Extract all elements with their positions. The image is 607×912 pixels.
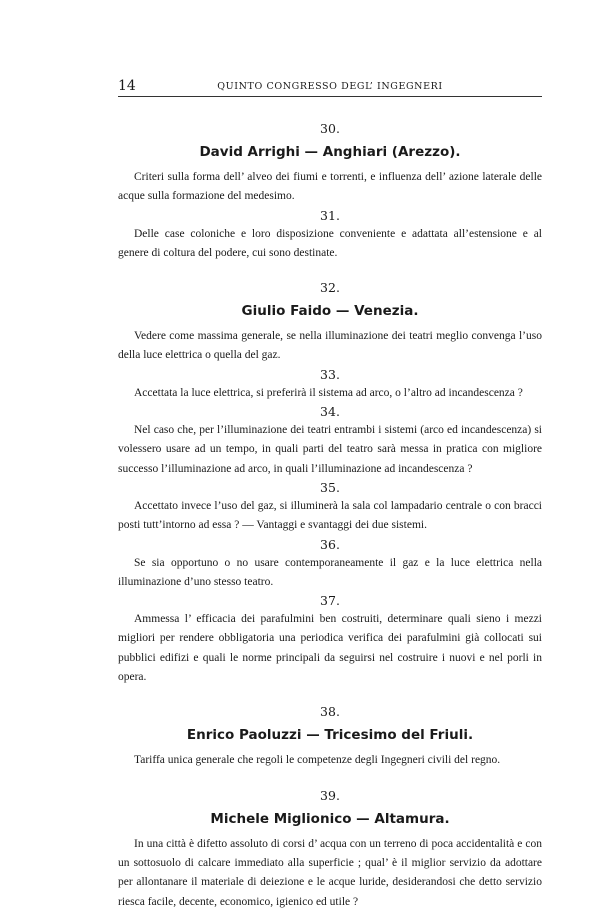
question-number: 35. bbox=[320, 479, 340, 495]
author-heading: Michele Miglionico — Altamura. bbox=[210, 810, 450, 827]
question-number: 30. bbox=[320, 121, 340, 136]
question-number: 36. bbox=[320, 536, 340, 552]
running-title: QUINTO CONGRESSO DEGL’ INGEGNERI bbox=[217, 81, 443, 92]
question-text: Criteri sulla forma dell’ alveo dei fiumi e torrenti, e influenza dell’ azione laterale delle acque sulla formazione del medesimo. bbox=[118, 171, 542, 203]
question-text: Se sia opportuno o no usare contemporaneamente il gaz e la luce elettrica nella illuminazione d’uno stesso teatro. bbox=[118, 556, 542, 588]
author-heading: Enrico Paoluzzi — Tricesimo del Friuli. bbox=[186, 727, 474, 744]
author-heading: David Arrighi — Anghiari (Arezzo). bbox=[199, 144, 461, 160]
question-number: 34. bbox=[320, 404, 340, 420]
page-header bbox=[118, 78, 542, 97]
question-text: Accettato invece l’uso del gaz, si illuminerà la sala col lampadario centrale o con bracci posti tutt’intorno ad essa ? — Vantaggi e svantaggi dei due sistemi. bbox=[118, 499, 542, 532]
question-text: Vedere come massima generale, se nella illuminazione dei teatri meglio convenga l’uso della luce elettrica o quella del gaz. bbox=[118, 330, 542, 362]
author-heading: Giulio Faido — Venezia. bbox=[241, 303, 419, 320]
question-number: 38. bbox=[320, 704, 340, 720]
question-number: 33. bbox=[320, 366, 340, 382]
question-text: Delle case coloniche e loro disposizione conveniente e adattata all’estensione e al genere di coltura del podere, cui sono destinate. bbox=[118, 227, 542, 259]
question-number: 32. bbox=[320, 280, 340, 296]
question-number: 37. bbox=[320, 593, 340, 609]
page-body bbox=[118, 120, 542, 912]
question-text: Accettata la luce elettrica, si preferirà il sistema ad arco, o l’altro ad incandescenza ? bbox=[134, 386, 523, 399]
question-text: Tariffa unica generale che regoli le competenze degli Ingegneri civili del regno. bbox=[134, 754, 501, 767]
question-text: Nel caso che, per l’illuminazione dei teatri entrambi i sistemi (arco ed incandescenza) si volessero usare ad un tempo, in quali parti del teatro sarà messa in pratica con migliore successo l’illuminazione ad arco, in quali l’illuminazione ad incandescenza ? bbox=[118, 424, 542, 475]
question-number: 31. bbox=[320, 207, 340, 223]
question-text: Ammessa l’ efficacia dei parafulmini ben costruiti, determinare quali sieno i mezzi migliori per rendere obbligatoria una periodica verifica dei parafulmini già collocati sui pubblici edifizi e quali le norme principali da seguirsi nel costruire i nuovi e nel porli in opera. bbox=[118, 613, 542, 684]
question-number: 39. bbox=[320, 787, 340, 803]
page-number: 14 bbox=[118, 78, 136, 94]
question-text: In una città è difetto assoluto di corsi d’ acqua con un terreno di poca accidentalità e con un sottosuolo di calcare immediato alla superficie ; qual’ è il miglior servizio da adottare per allontanare il materiale di deiezione e le acque luride, desiderandosi che detto servizio riesca facile, decente, economico, igienico ed utile ? bbox=[118, 837, 542, 908]
